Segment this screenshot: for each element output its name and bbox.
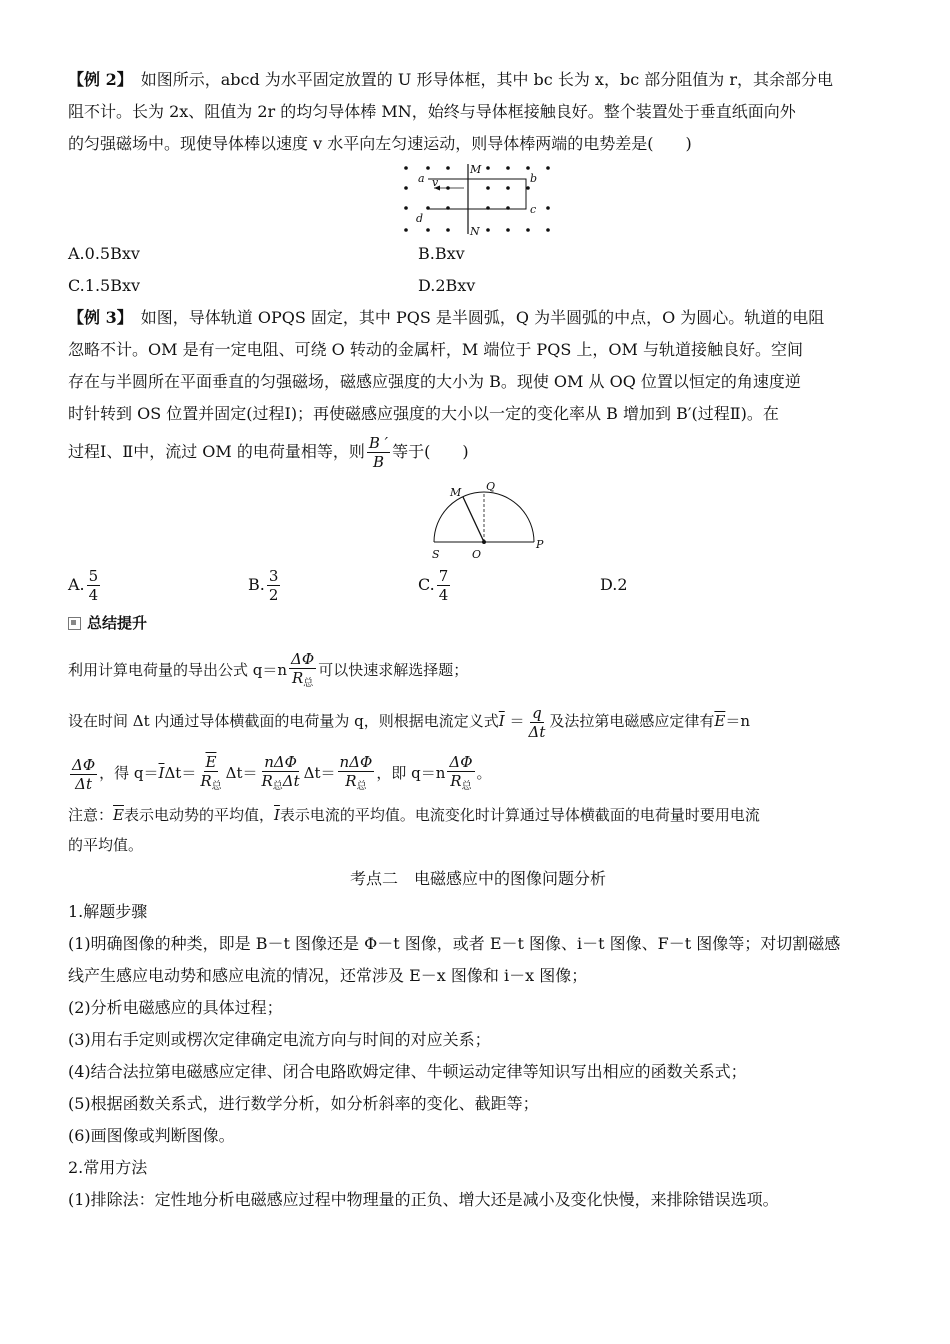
ex3-line4: 时针转到 OS 位置并固定(过程Ⅰ)；再使磁感应强度的大小以一定的变化率从 B 增加到 B′(过程Ⅱ)。在 [68,404,779,423]
label-c: c [530,203,537,216]
label-v: v [432,176,439,189]
u-frame [428,179,526,209]
ex2-option-a[interactable]: A.0.5Bxv [68,244,140,263]
label-m: M [470,163,482,176]
label-q: Q [486,480,496,493]
step-2: (2)分析电磁感应的具体过程； [68,998,283,1017]
summary-note1: 注意：$\overline{E}$表示电动势的平均值，$\overline{I}$表示电流的平均值。电流变化时计算通过导体横截面的电荷量时要用电流 [68,806,760,824]
summary-line3: $\frac{\Delta\Phi}{\Delta t}$ ，得 $q=\overline{I}\Delta t=$ $\frac{\overline{E}}{R_总}$ Δt＝ $\frac{\text{nΔΦ}}{R_总\Delta t}$ Δt＝ $\frac{\text{nΔΦ}}{R_总}$ ，即 q＝n $\frac{\Delta\Phi}{R_总}$ 。 [72,752,492,793]
summary-box-icon [68,617,81,630]
ex3-option-a[interactable]: A. $\frac{5}{4}$ [68,566,99,604]
section2-title: 考点二 电磁感应中的图像问题分析 [349,869,606,888]
summary-line2: 设在时间 Δt 内通过导体横截面的电荷量为 q，则根据电流定义式$\overline{I}$ ＝ $\frac{q}{\Delta t}$ 及法拉第电磁感应定律有$\overline{E}=n$ [68,703,751,741]
label-p: P [536,538,544,551]
summary-line1: 利用计算电荷量的导出公式 q＝n $\frac{\Delta\Phi}{R_总}$ 可以快速求解选择题； [68,649,469,689]
step-5: (5)根据函数关系式，进行数学分析，如分析斜率的变化、截距等； [68,1094,539,1113]
ex2-options-row2 [68,270,888,302]
ex2-line1: 【例 2】 如图所示，abcd 为水平固定放置的 U 形导体框，其中 bc 长为 x，bc 部分阻值为 r，其余部分电 [68,70,833,89]
ex3-line1: 【例 3】 如图，导体轨道 OPQS 固定，其中 PQS 是半圆弧，Q 为半圆弧的中点，O 为圆心。轨道的电阻 [68,308,825,327]
step-6: (6)画图像或判断图像。 [68,1126,235,1145]
label-s: S [432,548,440,561]
magnetic-field-dots [404,166,550,232]
summary-note2: 的平均值。 [68,836,144,854]
ratio-denominator: B [372,453,384,471]
ex3-line3: 存在与半圆所在平面垂直的匀强磁场，磁感应强度的大小为 B。现使 OM 从 OQ 位置以恒定的角速度逆 [68,372,801,391]
label-o: O [472,548,482,561]
ex3-figure [416,478,556,562]
ex3-option-d[interactable]: D.2 [600,575,628,594]
section2-h2: 2.常用方法 [68,1158,148,1177]
ex3-tag: 【例 3】 [68,308,125,327]
label-d: d [416,212,424,225]
ex2-figure [398,162,558,238]
label-m: M [450,486,462,499]
label-b: b [530,172,538,185]
ex2-options-row1 [68,238,888,270]
step-1b: 线产生感应电动势和感应电流的情况，还常涉及 E－x 图像和 i－x 图像； [68,966,588,985]
label-a: a [418,172,425,185]
ex2-option-b[interactable]: B.Bxv [418,244,465,263]
ex2-line2: 阻不计。长为 2x、阻值为 2r 的均匀导体棒 MN，始终与导体框接触良好。整个装置处于垂直纸面向外 [68,102,796,121]
ex2-tag: 【例 2】 [68,70,125,89]
ex3-options [68,562,888,608]
rod-om [463,497,484,542]
label-n: N [470,225,480,238]
step-3: (3)用右手定则或楞次定律确定电流方向与时间的对应关系； [68,1030,491,1049]
summary-title: 总结提升 [68,608,888,638]
method-1: (1)排除法：定性地分析电磁感应过程中物理量的正负、增大还是减小及变化快慢，来排除错误选项。 [68,1190,779,1209]
ex2-option-d[interactable]: D.2Bxv [418,276,476,295]
page [68,64,888,1216]
ex3-line2: 忽略不计。OM 是有一定电阻、可绕 O 转动的金属杆，M 端位于 PQS 上，OM 与轨道接触良好。空间 [68,340,803,359]
step-4: (4)结合法拉第电磁感应定律、闭合电路欧姆定律、牛顿运动定律等知识写出相应的函数关系式； [68,1062,747,1081]
ex2-line3: 的匀强磁场中。现使导体棒以速度 v 水平向左匀速运动，则导体棒两端的电势差是( ) [68,134,692,153]
step-1a: (1)明确图像的种类，即是 B－t 图像还是 Φ－t 图像，或者 E－t 图像、i－t 图像、F－t 图像等；对切割磁感 [68,934,841,953]
section2-h1: 1.解题步骤 [68,902,148,921]
ex3-line5: 过程Ⅰ、Ⅱ中，流过 OM 的电荷量相等，则 $\frac{B '}{B}$ 等于( ) [68,434,469,471]
ex2-option-c[interactable]: C.1.5Bxv [68,276,141,295]
ex3-option-b[interactable]: B. $\frac{3}{2}$ [248,566,279,604]
ex3-option-c[interactable]: C. $\frac{7}{4}$ [418,566,449,604]
ratio-numerator: B ′ [368,434,389,452]
